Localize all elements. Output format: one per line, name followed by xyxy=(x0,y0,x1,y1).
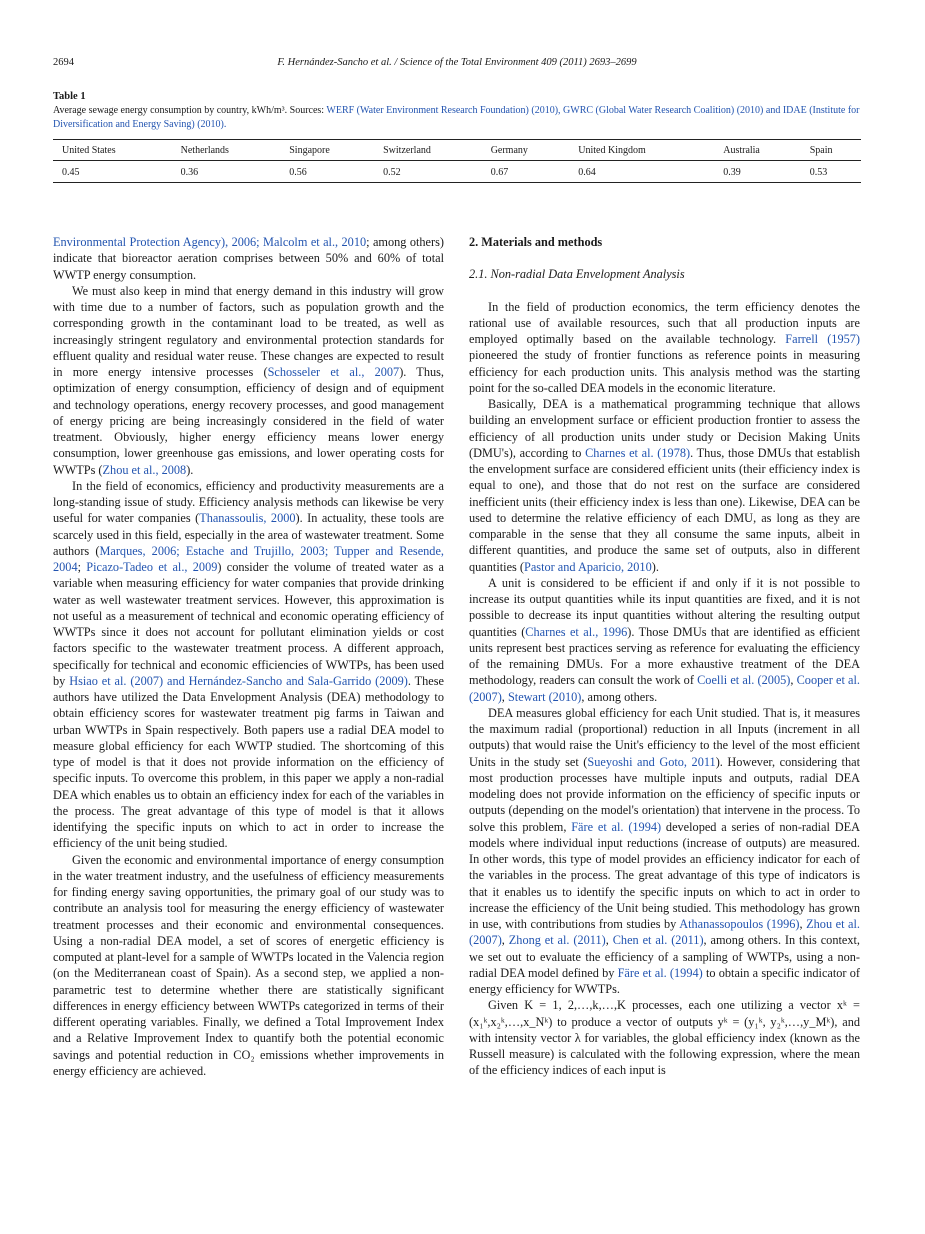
left-column xyxy=(53,234,444,1079)
table-cell: 0.64 xyxy=(569,161,714,183)
citation-link[interactable]: Färe et al. (1994) xyxy=(617,965,703,980)
paragraph xyxy=(469,299,860,397)
column-header: Switzerland xyxy=(374,140,482,161)
paragraph-text: Given K = 1, 2,…,k,…,K processes, each one utilizing a vector xᵏ = (x₁ᵏ,x₂ᵏ,…,x_Nᵏ) to produce a vector of outputs yᵏ = (y₁ᵏ, y₂ᵏ,…,y_Mᵏ), and with intensity vector λ for variables, the global efficiency index (known as the Russell measure) is calculated with the following expression, where the mean of the efficiency indices of each input is xyxy=(469,998,860,1078)
column-header: Singapore xyxy=(280,140,374,161)
citation-link[interactable]: Marques, 2006; Estache and Trujillo, 2003; Tupper and Resende, 2004 xyxy=(53,543,444,574)
paragraph-text: Given the economic and environmental importance of energy consumption in the water treatment industry, and the usefulness of efficiency measurements for finding energy saving opportunities, the primary goal of our study was to contribute an analysis tool for measuring the energy efficiency of wastewater treatment processes and their economic and environmental consequences. Using a non-radial DEA model, a set of scores of energetic efficiency is computed at plant-level for a sample of WWTPs located in the Valencia region (on the Mediterranean coast of Spain). As a second step, we applied a non-parametric test to determine whether there are statistically significant differences in energy efficiency between WWTPs categorized in terms of their different operating variables. Finally, we defined a Total Improvement Index and a Relative Improvement Index to quantify both the potential economic savings and potential reduction in CO₂ emissions whether improvements in energy efficiency are achieved. xyxy=(53,852,444,1078)
citation-link[interactable]: Thanassoulis, 2000 xyxy=(199,511,296,526)
citation-link[interactable]: Charnes et al., 1996 xyxy=(525,624,628,639)
paragraph-text: to obtain a specific indicator of energy efficiency for WWTPs. xyxy=(469,965,860,996)
citation-link[interactable]: Zhou et al. (2007) xyxy=(469,917,860,948)
page-number: 2694 xyxy=(53,57,74,68)
paragraph-text: A unit is considered to be efficient if and only if it is not possible to increase its output quantities while its input quantities are fixed, and it is not possible to decrease its input quantities without altering the resulting output quantities ( xyxy=(469,575,860,639)
citation-link[interactable]: Cooper et al. (2007) xyxy=(469,673,861,704)
column-header: United States xyxy=(53,140,172,161)
paragraph-text: pioneered the study of frontier functions as reference points in measuring efficiency for each production units. This analysis method was the starting point for the so-called DEA models in the economic literature. xyxy=(469,348,860,395)
running-header xyxy=(53,57,861,71)
paragraph-text: In the field of production economics, the term efficiency denotes the rational use of available resources, such that all production inputs are employed optimally based on the available technology. xyxy=(469,299,860,346)
subsection-heading: 2.1. Non-radial Data Envelopment Analysis xyxy=(469,267,685,282)
paragraph-text: , xyxy=(790,673,797,688)
paragraph-text: ) consider the volume of treated water as a variable when measuring efficiency for water companies that provide drinking water as well wastewater treatment services. However, this approximation is not useful as a measurement of technical and economic operating efficiency of WWTPs since it does not account for pollutant elimination yields or cost factors specific to the wastewater treatment process. A different approach, specifically for technical and economic efficiencies of WWTPs, has been used by xyxy=(53,560,444,688)
paragraph xyxy=(53,234,444,283)
section-heading: 2. Materials and methods xyxy=(469,235,603,249)
paragraph xyxy=(469,575,860,705)
table-cell: 0.45 xyxy=(53,161,172,183)
paragraph xyxy=(53,852,444,1080)
table-caption-text: Average sewage energy consumption by country, kWh/m³. Sources: xyxy=(53,105,327,116)
citation-link[interactable]: Sueyoshi and Goto, 2011 xyxy=(587,754,716,769)
column-header: Germany xyxy=(482,140,570,161)
citation-link[interactable]: Athanassopoulos (1996) xyxy=(679,917,800,931)
paragraph-text: ; among others) indicate that bioreactor aeration comprises between 50% and 60% of total WWTP energy consumption. xyxy=(53,235,444,282)
paragraph-text: , among others. In this context, we set out to evaluate the efficiency of a sampling of WWTPs, using a non-radial DEA model defined by xyxy=(469,933,860,980)
paragraph xyxy=(469,705,860,998)
citation-link[interactable]: Pastor and Aparicio, 2010 xyxy=(523,559,652,574)
citation-link[interactable]: Färe et al. (1994) xyxy=(571,819,662,834)
paragraph-text: In the field of economics, efficiency and productivity measurements are a long-standing issue of study. Efficiency analysis methods can likewise be very useful for water companies ( xyxy=(53,478,444,526)
paragraph-text: ). xyxy=(186,462,194,477)
table-cell: 0.36 xyxy=(172,161,281,183)
table-cell: 0.52 xyxy=(374,161,482,183)
citation-link[interactable]: Farrell (1957) xyxy=(785,332,860,346)
paragraph xyxy=(53,478,444,852)
citation-link[interactable]: Stewart (2010) xyxy=(507,689,582,704)
citation-link[interactable]: Picazo-Tadeo et al., 2009 xyxy=(86,560,218,574)
table-label: Table 1 xyxy=(53,91,86,102)
paragraph-text: . These authors have utilized the Data Envelopment Analysis (DEA) methodology to obtain efficiency scores for wastewater treatment pig farms in Taiwan and urban WWTPs in Spain respectively. Both papers use a radial DEA model to measure global efficiency for each WWTP studied. The shortcoming of this type of model is that it does not provide information on the efficiency of specific inputs. To overcome this problem, in this paper we apply a non-radial DEA which enables us to obtain an efficiency index for each of the variables in the process. The great advantage of this type of model is that it allows identifying the specific inputs on which to act in order to increase the efficiency of the unit being studied. xyxy=(53,673,444,851)
paragraph-text: ). Thus, optimization of energy consumption, efficiency of design and of equipment and technology operations, energy recovery processes, and good management of energy pricing are being increasingly considered in the field of water treatment. Obviously, higher energy efficiency means lower energy consumption, lower greenhouse gas emissions, and lower operating costs for WWTPs ( xyxy=(53,365,444,477)
paragraph-text: ). In actuality, these tools are scarcely used in this field, especially in the area of wastewater treatment. Some authors ( xyxy=(53,511,445,558)
column-header: United Kingdom xyxy=(569,140,714,161)
paragraph-text: . Thus, those DMUs that establish the envelopment surface are considered efficient units (their efficiency index is equal to one), and those that do not rest on the surface are considered inefficient units (their efficiency index is less than one). Likewise, DEA can be used to determine the relative efficiency of each DMU, as long as they are comparable in the sense that they all consume the same inputs, albeit in different quantities, and produce the same set of outputs, also in different quantities ( xyxy=(469,445,860,574)
citation-link[interactable]: Chen et al. (2011) xyxy=(612,933,704,948)
paragraph-text: , xyxy=(501,689,508,704)
paragraph-text: ). Those DMUs that are identified as efficient units represent best practices serving as reference for evaluating the efficiency of the remaining DMUs. For a more exhaustive treatment of the DEA methodology, readers can consult the work of xyxy=(469,624,860,688)
paragraph xyxy=(469,997,860,1078)
paragraph-text: developed a series of non-radial DEA models where individual input reductions (increase of outputs) are measured. In other words, this type of model provides an efficiency indicator for each of the variables in the process. The great advantage of this type of indicators is that it enables us to identify the specific inputs on which to act in order to increase the efficiency of the Unit being studied. This methodology has grown in use, with contributions from studies by xyxy=(469,819,860,931)
paragraph-text: , xyxy=(799,917,807,931)
column-header: Australia xyxy=(714,140,801,161)
table-caption xyxy=(53,104,861,132)
paragraph-text: ; xyxy=(77,560,87,574)
energy-consumption-table xyxy=(53,139,861,183)
journal-citation: F. Hernández-Sancho et al. / Science of the Total Environment 409 (2011) 2693–2699 xyxy=(277,57,637,68)
table-cell: 0.67 xyxy=(482,161,570,183)
table-row xyxy=(53,161,861,183)
citation-link[interactable]: Environmental Protection Agency), 2006; Malcolm et al., 2010 xyxy=(53,235,367,249)
paragraph-text: ). xyxy=(651,559,659,574)
table-cell: 0.39 xyxy=(714,161,801,183)
citation-link[interactable]: Zhou et al., 2008 xyxy=(102,462,187,477)
table-cell: 0.53 xyxy=(801,161,861,183)
table-sources-link[interactable]: WERF (Water Environment Research Foundation) (2010), GWRC (Global Water Research Coalition) (2010) and IDAE (Institute for Diversification and Energy Saving) (2010). xyxy=(53,105,860,130)
table-header-row xyxy=(53,140,861,161)
citation-link[interactable]: Zhong et al. (2011) xyxy=(508,933,606,948)
paragraph-text: Basically, DEA is a mathematical programming technique that allows building an envelopment surface or efficient production frontier to assess the efficiency of all production units under study or Decision Making Units (DMU's), according to xyxy=(469,397,860,460)
table-cell: 0.56 xyxy=(280,161,374,183)
paragraph xyxy=(469,396,860,575)
paragraph-text: ). However, considering that most production processes have multiple inputs and outputs, radial DEA modeling does not provide information on the efficiency of specific inputs or outputs (depending on the model's orientation) that intervene in the process. To solve this problem, xyxy=(469,754,860,834)
paragraph-text: DEA measures global efficiency for each Unit studied. That is, it measures the maximum radial (proportional) reduction in all Inputs (increment in all outputs) that would raise the Unit's efficiency to the level of the most efficient Units in the study set ( xyxy=(469,705,860,769)
paragraph xyxy=(53,283,444,478)
citation-link[interactable]: Schosseler et al., 2007 xyxy=(267,365,400,379)
citation-link[interactable]: Coelli et al. (2005) xyxy=(697,673,791,688)
right-column xyxy=(469,234,860,1079)
column-header: Netherlands xyxy=(172,140,281,161)
paragraph-text: , among others. xyxy=(581,689,658,704)
paragraph-text: , xyxy=(605,933,613,948)
paragraph-text: , xyxy=(501,933,509,948)
citation-link[interactable]: Charnes et al. (1978) xyxy=(585,445,691,460)
citation-link[interactable]: Hsiao et al. (2007) and Hernández-Sancho and Sala-Garrido (2009) xyxy=(69,673,408,688)
column-header: Spain xyxy=(801,140,861,161)
paragraph-text: We must also keep in mind that energy demand in this industry will grow with time due to a number of factors, such as population growth and the corresponding growth in the contaminant load to be treated, as well as increasingly stringent regulatory and environmental protection standards for effluent quality and residual water reuse. These changes are expected to result in more energy intensive processes ( xyxy=(53,283,444,379)
table-1 xyxy=(53,90,861,183)
